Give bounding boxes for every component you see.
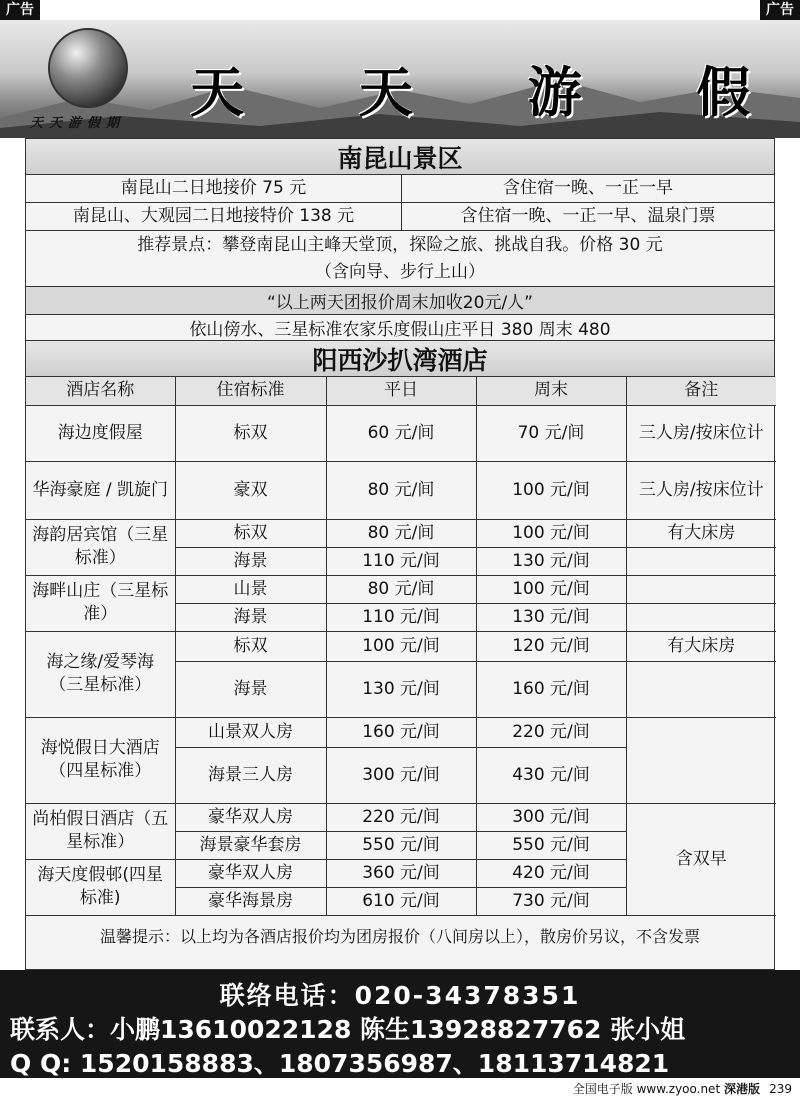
room-type: 豪华双人房 — [175, 859, 326, 887]
hotel-table — [26, 377, 776, 916]
farmhouse-text: 依山傍水、三星标准农家乐度假山庄平日 380 周末 480 — [189, 320, 611, 340]
room-type: 标双 — [175, 631, 326, 661]
recommend-line-2: （含向导、步行上山） — [315, 261, 485, 282]
room-type: 海景 — [175, 547, 326, 575]
weekend-notice — [26, 287, 774, 315]
weekend-price: 160 元/间 — [476, 661, 626, 717]
col-header-standard: 住宿标准 — [175, 377, 326, 405]
table-row — [26, 631, 776, 661]
weekday-price: 80 元/间 — [326, 519, 476, 547]
room-type: 海景豪华套房 — [175, 831, 326, 859]
table-header-row — [26, 377, 776, 405]
nankun-title: 南昆山景区 — [26, 139, 774, 175]
col-header-note: 备注 — [626, 377, 776, 405]
weekday-price: 360 元/间 — [326, 859, 476, 887]
hotel-note: 有大床房 — [626, 631, 776, 661]
content-panel — [25, 138, 775, 970]
weekend-price: 100 元/间 — [476, 575, 626, 603]
nankun-row — [26, 175, 774, 203]
weekend-price: 100 元/间 — [476, 519, 626, 547]
weekend-price: 70 元/间 — [476, 405, 626, 461]
weekday-price: 130 元/间 — [326, 661, 476, 717]
room-type: 豪双 — [175, 461, 326, 519]
room-type: 山景 — [175, 575, 326, 603]
room-type: 山景双人房 — [175, 717, 326, 747]
ad-label-right: 广告 — [760, 0, 800, 20]
weekend-notice-text: “以上两天团报价周末加收20元/人” — [267, 293, 533, 313]
weekday-price: 160 元/间 — [326, 717, 476, 747]
hotel-note-shared: 含双早 — [626, 803, 776, 915]
table-row — [26, 717, 776, 747]
ad-label-left: 广告 — [0, 0, 40, 20]
recommend-row — [26, 231, 774, 287]
yangxi-title: 阳西沙扒湾酒店 — [26, 341, 774, 377]
table-row — [26, 803, 776, 831]
table-row — [26, 519, 776, 547]
hotel-name: 海天度假邨(四星标准) — [26, 859, 175, 915]
hotel-name: 海之缘/爱琴海（三星标准） — [26, 631, 175, 717]
hotel-note: 三人房/按床位计 — [626, 405, 776, 461]
hotel-name: 海畔山庄（三星标准） — [26, 575, 175, 631]
hotel-note — [626, 717, 776, 803]
weekend-price: 130 元/间 — [476, 603, 626, 631]
nankun-includes: 含住宿一晚、一正一早 — [503, 178, 673, 199]
room-type: 标双 — [175, 519, 326, 547]
contact-qq: Q Q: 1520158883、1807356987、18113714821 — [10, 1049, 670, 1078]
room-type: 豪华海景房 — [175, 887, 326, 915]
room-type: 豪华双人房 — [175, 803, 326, 831]
hotel-note: 有大床房 — [626, 519, 776, 547]
col-header-name: 酒店名称 — [26, 377, 175, 405]
logo-text: 天天游假期 — [30, 116, 126, 131]
site-url: 全国电子版 www.zyoo.net — [572, 1082, 721, 1096]
contact-phone: 联络电话：020-34378351 — [219, 981, 581, 1010]
hotel-note — [626, 603, 776, 631]
hotel-name: 华海豪庭 / 凯旋门 — [26, 461, 175, 519]
weekend-price: 300 元/间 — [476, 803, 626, 831]
hotel-note: 三人房/按床位计 — [626, 461, 776, 519]
weekday-price: 610 元/间 — [326, 887, 476, 915]
weekday-price: 80 元/间 — [326, 461, 476, 519]
contact-persons: 联系人：小鹏13610022128 陈生13928827762 张小姐 — [10, 1015, 686, 1044]
hotel-name: 尚柏假日酒店（五星标准） — [26, 803, 175, 859]
hotel-note — [626, 547, 776, 575]
recommend-line-1: 推荐景点：攀登南昆山主峰天堂顶，探险之旅、挑战自我。价格 30 元 — [137, 234, 663, 255]
edition-label: 深港版 — [723, 1082, 760, 1096]
table-row — [26, 461, 776, 519]
weekend-price: 220 元/间 — [476, 717, 626, 747]
hotel-note — [626, 661, 776, 717]
weekend-price: 100 元/间 — [476, 461, 626, 519]
nankun-includes: 含住宿一晚、一正一早、温泉门票 — [460, 206, 716, 227]
page-number: 239 — [769, 1082, 792, 1096]
nankun-row — [26, 203, 774, 231]
room-type: 标双 — [175, 405, 326, 461]
contact-footer — [0, 970, 800, 1078]
weekday-price: 60 元/间 — [326, 405, 476, 461]
weekday-price: 110 元/间 — [326, 603, 476, 631]
nankun-price: 南昆山、大观园二日地接特价 138 元 — [26, 203, 402, 230]
room-type: 海景 — [175, 603, 326, 631]
room-type: 海景 — [175, 661, 326, 717]
page-title: 天 天 游 假 — [190, 61, 799, 124]
nankun-price: 南昆山二日地接价 75 元 — [26, 175, 402, 202]
weekend-price: 120 元/间 — [476, 631, 626, 661]
weekend-price: 550 元/间 — [476, 831, 626, 859]
weekend-price: 430 元/间 — [476, 747, 626, 803]
col-header-weekend: 周末 — [476, 377, 626, 405]
weekend-price: 420 元/间 — [476, 859, 626, 887]
weekday-price: 80 元/间 — [326, 575, 476, 603]
col-header-weekday: 平日 — [326, 377, 476, 405]
page-footer-bar — [480, 1078, 800, 1100]
weekday-price: 550 元/间 — [326, 831, 476, 859]
weekday-price: 300 元/间 — [326, 747, 476, 803]
table-row — [26, 405, 776, 461]
weekday-price: 220 元/间 — [326, 803, 476, 831]
hotel-name: 海悦假日大酒店（四星标准） — [26, 717, 175, 803]
room-type: 海景三人房 — [175, 747, 326, 803]
weekday-price: 110 元/间 — [326, 547, 476, 575]
hotel-name: 海边度假屋 — [26, 405, 175, 461]
weekend-price: 130 元/间 — [476, 547, 626, 575]
warm-tip: 温馨提示：以上均为各酒店报价均为团房报价（八间房以上），散房价另议，不含发票 — [99, 926, 700, 946]
farmhouse-row — [26, 315, 774, 341]
weekend-price: 730 元/间 — [476, 887, 626, 915]
globe-icon — [48, 28, 128, 108]
header-banner — [0, 20, 800, 138]
hotel-name: 海韵居宾馆（三星标准） — [26, 519, 175, 575]
hotel-note — [626, 575, 776, 603]
weekday-price: 100 元/间 — [326, 631, 476, 661]
table-row — [26, 575, 776, 603]
